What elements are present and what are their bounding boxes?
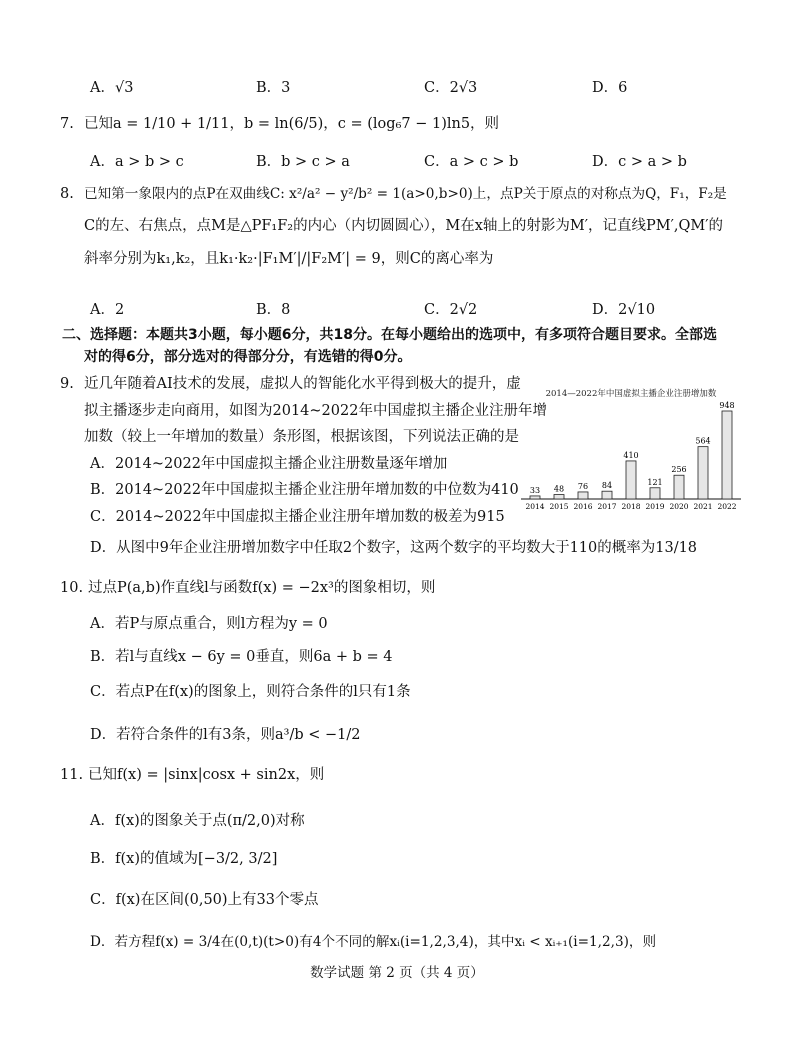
section2-heading-line1: 二、选择题：本题共3小题，每小题6分，共18分。在每小题给出的选项中，有多项符合题目要求。全部选: [62, 327, 717, 343]
bar-value-label: 948: [719, 401, 735, 410]
x-tick-label: 2018: [621, 502, 641, 511]
q10-number: 10.: [60, 580, 84, 596]
bar-2016: [578, 492, 588, 499]
q6-option-b: B．3: [256, 80, 291, 96]
x-tick-label: 2019: [645, 502, 665, 511]
bar-2021: [698, 447, 708, 499]
x-tick-label: 2014: [525, 502, 545, 511]
bar-2022: [722, 411, 732, 499]
bar-2020: [674, 475, 684, 499]
x-tick-label: 2022: [717, 502, 737, 511]
x-tick-label: 2016: [573, 502, 593, 511]
q11-option-c: C．f(x)在区间(0,50)上有33个零点: [90, 892, 319, 908]
q7-option-c: C．a > c > b: [424, 154, 519, 170]
q8-line2: C的左、右焦点，点M是△PF₁F₂的内心（内切圆圆心），M在x轴上的射影为M′，记直线PM′,QM′的: [84, 218, 724, 234]
q10-option-d: D．若符合条件的l有3条，则a³/b < −1/2: [90, 727, 361, 743]
q9-option-d: D．从图中9年企业注册增加数字中任取2个数字，这两个数字的平均数大于110的概率为13/18: [90, 540, 698, 556]
q10-option-a: A．若P与原点重合，则l方程为y = 0: [90, 616, 328, 632]
bar-value-label: 410: [623, 450, 639, 460]
bar-2015: [554, 495, 564, 499]
q7-option-d: D．c > a > b: [592, 154, 687, 170]
q11-number: 11.: [60, 767, 84, 783]
q9-line3: 加数（较上一年增加的数量）条形图，根据该图，下列说法正确的是: [84, 429, 519, 445]
bar-value-label: 121: [647, 477, 663, 487]
q9-line2: 拟主播逐步走向商用，如图为2014~2022年中国虚拟主播企业注册年增: [84, 403, 547, 419]
x-tick-label: 2017: [597, 502, 617, 511]
q6-option-c: C．2√3: [424, 80, 478, 96]
bar-2014: [530, 496, 540, 499]
q8-option-a: A．2: [90, 302, 125, 318]
bar-2019: [650, 488, 660, 499]
x-tick-label: 2015: [549, 502, 569, 511]
q9-number: 9.: [60, 376, 74, 392]
q9-option-a: A．2014~2022年中国虚拟主播企业注册数量逐年增加: [90, 456, 448, 472]
q11-option-a: A．f(x)的图象关于点(π/2,0)对称: [90, 813, 305, 829]
q10-option-c: C．若点P在f(x)的图象上，则符合条件的l只有1条: [90, 684, 411, 700]
q8-number: 8.: [60, 186, 74, 202]
bar-value-label: 33: [529, 485, 541, 495]
q6-option-a: A．√3: [90, 80, 134, 96]
x-tick-label: 2020: [669, 502, 689, 511]
q11-option-b: B．f(x)的值域为[−3/2, 3/2]: [90, 851, 278, 867]
q9-option-b: B．2014~2022年中国虚拟主播企业注册年增加数的中位数为410: [90, 482, 519, 498]
q7-option-b: B．b > c > a: [256, 154, 350, 170]
q11-option-d: D．若方程f(x) = 3/4在(0,t)(t>0)有4个不同的解xᵢ(i=1,2,3,4)，其中xᵢ < xᵢ₊₁(i=1,2,3)，则: [90, 934, 657, 950]
bar-value-label: 76: [577, 481, 589, 491]
bar-chart: [515, 384, 745, 514]
q9-line1: 近几年随着AI技术的发展，虚拟人的智能化水平得到极大的提升，虚: [84, 376, 521, 392]
bar-value-label: 84: [601, 481, 613, 491]
q7-option-a: A．a > b > c: [90, 154, 184, 170]
q6-option-d: D．6: [592, 80, 628, 96]
section2-heading-line2: 对的得6分，部分选对的得部分分，有选错的得0分。: [84, 349, 412, 365]
q8-option-d: D．2√10: [592, 302, 656, 318]
q8-line1: 已知第一象限内的点P在双曲线C: x²/a² − y²/b² = 1(a>0,b>0)上，点P关于原点的对称点为Q，F₁，F₂是: [84, 186, 727, 202]
bar-value-label: 256: [671, 465, 687, 475]
q7-stem: 已知a = 1/10 + 1/11，b = ln(6/5)，c = (log₆7 − 1)ln5，则: [84, 116, 500, 132]
q8-line3: 斜率分别为k₁,k₂，且k₁·k₂·|F₁M′|/|F₂M′| = 9，则C的离心率为: [84, 251, 494, 267]
bar-2017: [602, 491, 612, 499]
bar-value-label: 48: [553, 484, 565, 494]
q8-option-b: B．8: [256, 302, 291, 318]
page-footer: 数学试题 第 2 页（共 4 页）: [310, 965, 484, 981]
bar-value-label: 564: [695, 436, 711, 446]
q7-number: 7.: [60, 116, 74, 132]
q10-option-b: B．若l与直线x − 6y = 0垂直，则6a + b = 4: [90, 649, 393, 665]
chart-title: 2014—2022年中国虚拟主播企业注册增加数: [545, 389, 717, 399]
bar-2018: [626, 461, 636, 499]
q9-option-c: C．2014~2022年中国虚拟主播企业注册年增加数的极差为915: [90, 509, 505, 525]
q10-stem: 过点P(a,b)作直线l与函数f(x) = −2x³的图象相切，则: [88, 580, 436, 596]
x-tick-label: 2021: [693, 502, 713, 511]
q11-stem: 已知f(x) = |sinx|cosx + sin2x，则: [88, 767, 325, 783]
q8-option-c: C．2√2: [424, 302, 478, 318]
